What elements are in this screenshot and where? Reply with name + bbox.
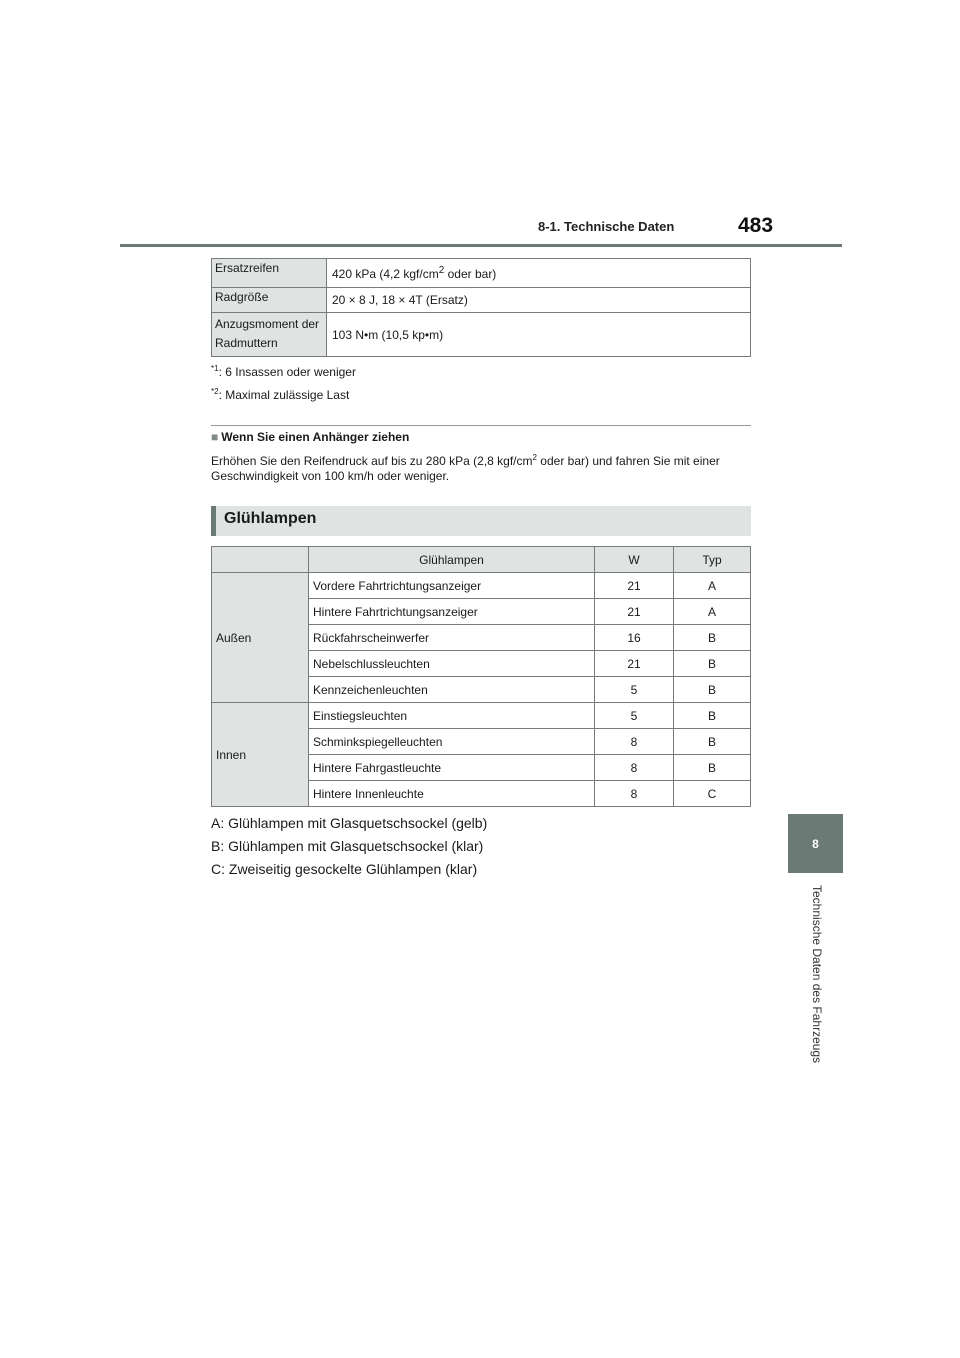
bulb-type: B (674, 703, 751, 729)
bulb-name: Rückfahrscheinwerfer (309, 625, 595, 651)
wheel-spec-table (211, 258, 751, 357)
bulb-name: Hintere Innenleuchte (309, 781, 595, 807)
bulb-watt: 8 (595, 755, 674, 781)
table-row (212, 313, 751, 357)
bulb-type-legend (211, 812, 487, 881)
legend-item: C: Zweiseitig gesockelte Glühlampen (klar) (211, 861, 478, 877)
chapter-tab (788, 814, 843, 873)
square-bullet-icon: ■ (211, 430, 219, 444)
bulb-watt: 16 (595, 625, 674, 651)
table-row (212, 259, 751, 288)
bulb-table (211, 546, 751, 807)
column-header: Typ (674, 547, 751, 573)
bulb-type: A (674, 573, 751, 599)
bulb-watt: 21 (595, 573, 674, 599)
bulb-watt: 5 (595, 703, 674, 729)
bulb-name: Hintere Fahrgastleuchte (309, 755, 595, 781)
bulb-type: B (674, 755, 751, 781)
page-number: 483 (738, 214, 774, 237)
column-header: W (595, 547, 674, 573)
bulb-watt: 21 (595, 651, 674, 677)
bulb-watt: 8 (595, 781, 674, 807)
bulb-watt: 8 (595, 729, 674, 755)
group-label: Innen (212, 703, 309, 807)
table-row (212, 703, 751, 729)
section-divider (211, 425, 751, 426)
footnote: $^{*2}$: Maximal zulässige Last (211, 387, 350, 402)
bulb-name: Kennzeichenleuchten (309, 677, 595, 703)
bulb-name: Schminkspiegelleuchten (309, 729, 595, 755)
bulb-name: Hintere Fahrtrichtungsanzeiger (309, 599, 595, 625)
table-value: 20 × 8 J, 18 × 4T (Ersatz) (327, 288, 751, 313)
bulb-type: B (674, 651, 751, 677)
table-value: 103 N•m (10,5 kp•m) (327, 313, 751, 357)
column-header: Glühlampen (309, 547, 595, 573)
section-title: 8-1. Technische Daten (538, 219, 675, 234)
table-label: Ersatzreifen (212, 259, 327, 288)
column-header (212, 547, 309, 573)
chapter-title: Technische Daten des Fahrzeugs (810, 885, 824, 1064)
bulb-name: Vordere Fahrtrichtungsanzeiger (309, 573, 595, 599)
bulb-watt: 5 (595, 677, 674, 703)
bulb-type: B (674, 729, 751, 755)
trailer-text: Erhöhen Sie den Reifendruck auf bis zu 280 kPa (2,8 kgf/$cm^2$ oder bar) und fahren Sie mit einer Geschwindigkeit von 100 km/h oder weniger. (211, 453, 720, 483)
bulb-name: Nebelschlussleuchten (309, 651, 595, 677)
table-header-row (212, 547, 751, 573)
bulb-section-heading: Glühlampen (211, 506, 751, 536)
trailer-heading: ■ Wenn Sie einen Anhänger ziehen (211, 430, 410, 444)
bulb-type: A (674, 599, 751, 625)
legend-item: B: Glühlampen mit Glasquetschsockel (klar) (211, 838, 484, 854)
table-label: Radgröße (212, 288, 327, 313)
bulb-type: B (674, 677, 751, 703)
footnote: $^{*1}$: 6 Insassen oder weniger (211, 364, 356, 379)
table-row (212, 573, 751, 599)
group-label: Außen (212, 573, 309, 703)
legend-item: A: Glühlampen mit Glasquetschsockel (gelb) (211, 815, 488, 831)
table-value: 420 kPa (4,2 kgf/$cm^2$ oder bar) (327, 259, 751, 288)
table-row (212, 288, 751, 313)
table-label: Anzugsmoment der Radmuttern (212, 313, 327, 357)
bulb-name: Einstiegsleuchten (309, 703, 595, 729)
chapter-number: 8 (812, 836, 819, 851)
bulb-type: B (674, 625, 751, 651)
header-rule (120, 244, 842, 247)
bulb-type: C (674, 781, 751, 807)
bulb-watt: 21 (595, 599, 674, 625)
